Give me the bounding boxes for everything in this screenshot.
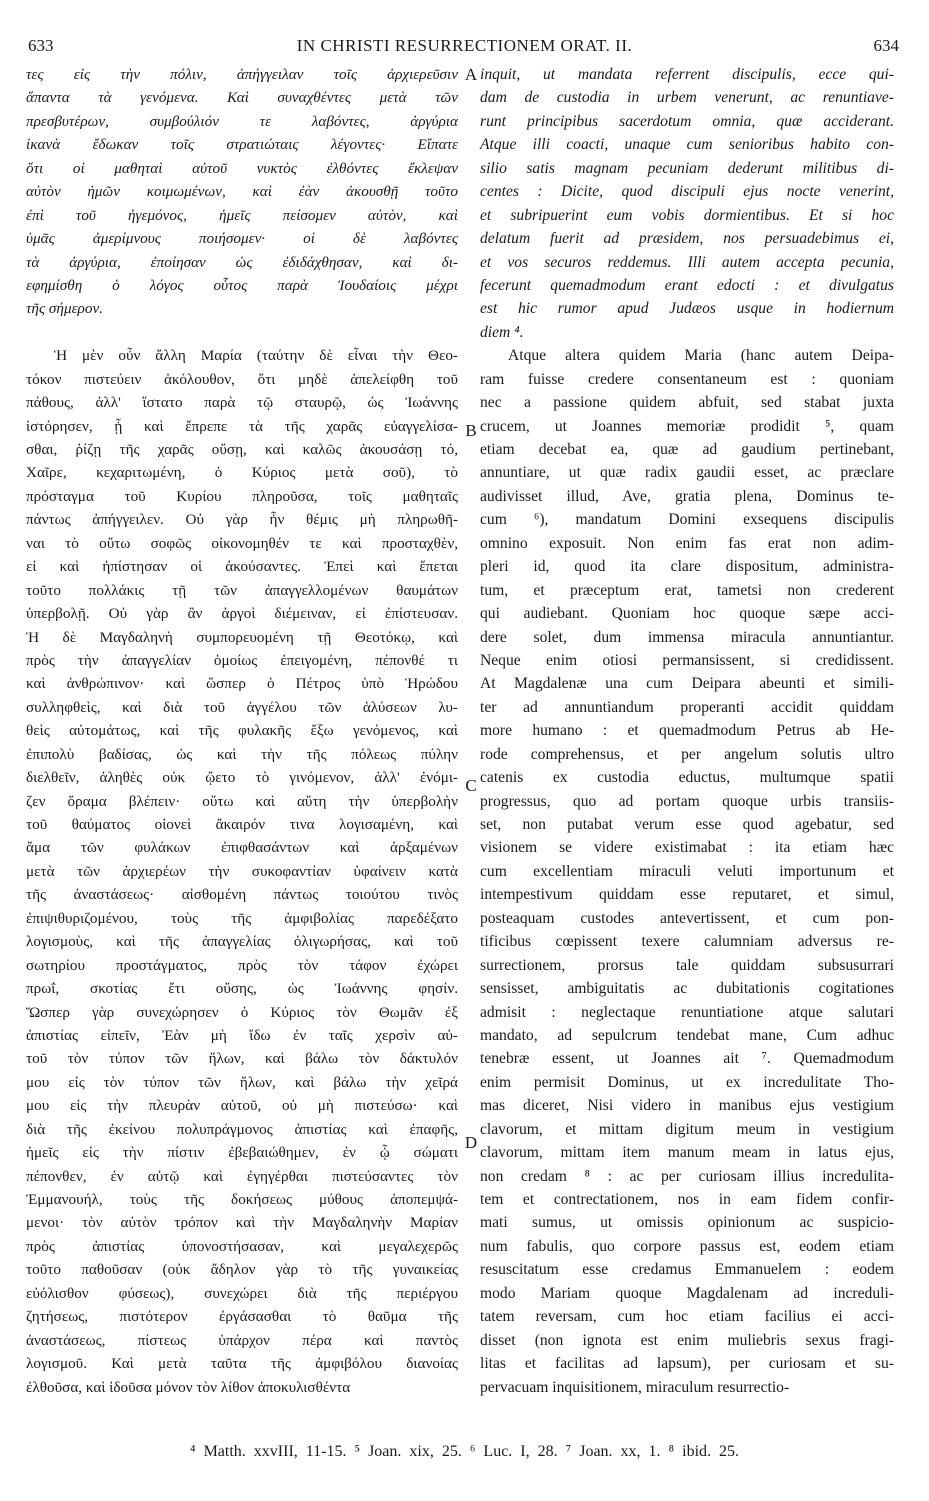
greek-text-line: ἀπιστίας εἰπεῖν, Ἐὰν μὴ ἴδω ἐν ταῖς χερσὶν αὐ- [26,1026,458,1044]
greek-text-line: τες εἰς τὴν πόλιν, ἀπήγγειλαν τοῖς ἀρχιερεῦσιν [26,66,458,83]
greek-text-line: Ἡ δὲ Μαγδαληνὴ συμπορευομένη τῇ Θεοτόκῳ, καὶ [26,628,458,646]
margin-letter-b: B [465,421,477,440]
greek-text-line: διὰ τῆς ἐκείνου πολυπράγμονος ἀπιστίας καὶ ἐπαφῆς, [26,1120,458,1138]
greek-text-line: ἱστόρησεν, ᾗ καὶ ἔπρεπε τὰ τῆς χαρᾶς εὐαγγελίσα- [26,417,458,435]
latin-text-line: disset (non ignota est enim muliebris sexus fragi- [480,1331,894,1349]
greek-text-line: σωτηρίου προστάγματος, πρὸς τὸν τάφον ἐχώρει [26,956,458,974]
latin-text-line: inquit, ut mandata referrent discipulis, ecce qui- [480,66,894,83]
greek-text-line: πρὸς ἀπιστίας ὑπονοστήσασαν, καὶ μεγαλεχερῶς [26,1237,458,1255]
latin-text-line: surrectionem, prorsus tale quiddam subsusurrari [480,956,894,974]
latin-text-line: dere solet, dum immensa miracula annuntiantur. [480,628,894,646]
latin-text-line: cum ⁶), mandatum Domini exsequens discipulis [480,511,894,529]
greek-text-line: Χαῖρε, κεχαριτωμένη, ὁ Κύριος μετὰ σοῦ), τὸ [26,464,458,482]
greek-text-line [26,321,458,344]
latin-text-line: more humano : et quemadmodum Petrus ab He- [480,722,894,740]
latin-text-line: ter ad annuntiandum properanti accidit quiddam [480,698,894,716]
latin-text-line: tem et contrectationem, nos in eam fidem confir- [480,1191,894,1208]
greek-text-line: θεὶς αὐτομάτως, καὶ τῆς φυλακῆς ἔξω γενόμενος, καὶ [26,722,458,740]
greek-text-line: τὰ ἀργύρια, ἐποίησαν ὡς ἐδιδάχθησαν, καὶ δι- [26,253,458,271]
latin-text-line: delatum fuerit ad præsidem, nos persuadebimus ei, [480,230,894,248]
latin-text-line: et vos securos reddemus. Illi autem accepta pecunia, [480,253,894,271]
latin-text-line: runt principibus sacerdotum omnia, quæ acciderant. [480,112,894,130]
latin-text-line: At Magdalenæ una cum Deipara abeunti et simili- [480,675,894,693]
greek-text-line: τοῦ τὸν τύπον τῶν ἥλων, καὶ βάλω τὸν δάκτυλόν [26,1050,458,1068]
greek-text-line: λογισμοῦ. Καὶ μετὰ ταῦτα τῆς ἀμφιβόλου διανοίας [26,1355,458,1373]
greek-text-line: εφημίσθη ὁ λόγος οὗτος παρὰ Ἰουδαίοις μέχρι [26,276,458,294]
latin-text-line: Atque illi coacti, unaque cum senioribus habito con- [480,136,894,154]
greek-text-line: ἐπιψιθυριζομένου, τοὺς τῆς ἀμφιβολίας παρεδέξατο [26,909,458,927]
greek-text-line: πρὸς τὴν ἀπαγγελίαν ὁμοίως ἐπειγομένη, πέπονθέ τι [26,651,458,669]
latin-text-line: cum excellentiam miraculi veluti importunum et [480,862,894,880]
greek-text-line: Ὥσπερ γὰρ συνεχώρησεν ὁ Κύριος τὸν Θωμᾶν ἐξ [26,1003,458,1021]
greek-text-line: ἐλθοῦσα, καὶ ἰδοῦσα μόνον τὸν λίθον ἀποκυλισθέντα [26,1378,351,1396]
latin-text-line: enim permisit Dominus, ut ex incredulitate Tho- [480,1073,894,1091]
latin-text-line: admisit : neglectaque renuntiatione atque salutari [480,1003,894,1021]
margin-letter-a: A [464,65,478,84]
latin-text-line: pervacuam inquisitionem, miraculum resurrectio- [480,1378,790,1396]
latin-text-line: centes : Dicite, quod discipuli ejus nocte venerint, [480,183,894,201]
latin-text-line: set, non putabat verum esse quod agebatur, sed [480,816,894,833]
latin-text-line: intempestivum quiddam esse reputaret, et simul, [480,886,894,904]
latin-text-line: silio satis magnam pecuniam dederunt militibus di- [480,159,894,177]
margin-letter-d: D [464,1133,478,1152]
greek-text-line: ζεν ὅραμα βλέπειν· οὕτω καὶ αὕτη τὴν ὑπερβολὴν [26,792,458,810]
latin-text-line: annuntiare, ut quæ radix gaudii esset, ac præclare [480,464,894,482]
greek-text-line: μενοι· τὸν αὐτὸν τρόπον καὶ τὴν Μαγδαληνὴν Μαρίαν [26,1214,458,1232]
latin-text-line: et subripuerint eum vobis dormientibus. Et si hoc [480,206,894,224]
running-title: IN CHRISTI RESURRECTIONEM ORAT. II. [296,36,633,55]
latin-text-line: pleri id, quod ita clare dispositum, administra- [480,558,894,576]
greek-text-line: ἱκανὰ ἔδωκαν τοῖς στρατιώταις λέγοντες· Εἴπατε [26,136,458,154]
greek-text-line: τῆς ἀναστάσεως· αἰσθομένη πάντως τοιούτου τινὸς [26,886,458,904]
greek-text-line: ὅτι οἱ μαθηταὶ αὐτοῦ νυκτὸς ἐλθόντες ἔκλεψαν [26,159,458,177]
greek-text-column [26,63,458,1399]
latin-text-line: tatem reversam, cum hoc etiam facilius ei acci- [480,1308,894,1326]
greek-text-line: ἅπαντα τὰ γενόμενα. Καὶ συναχθέντες μετὰ τῶν [26,89,458,107]
greek-text-line: μου εἰς τὴν πλευρὰν αὐτοῦ, οὐ μὴ πιστεύσω· καὶ [26,1097,458,1115]
latin-text-line: clavorum, mittam item manum meam in latus ejus, [480,1144,894,1162]
greek-text-line: τοῦτο πολλάκις τῇ τῶν ἀπαγγελλομένων θαυμάτων [26,581,458,599]
greek-text-line: μου εἰς τὸν τύπον τῶν ἥλων, καὶ βάλω τὴν χεῖρά [26,1073,458,1091]
latin-text-line: crucem, ut Joannes memoriæ prodidit ⁵, quam [480,417,894,435]
greek-text-line: ὑπερβολῇ. Οὐ γὰρ ἂν ἀργοὶ διέμειναν, εἰ ἐπίστευσαν. [26,605,458,623]
greek-text-line: ναι τὸ οὕτω σοφῶς οἰκονομηθέν τε καὶ προσταχθὲν, [26,534,458,552]
latin-text-line: qui audiebant. Quoniam hoc quoque sæpe acci- [480,605,894,623]
latin-text-line: modo Mariam quoque Magdalenam ad increduli- [480,1284,894,1302]
latin-text-line: visionem se videre existimabat : ita etiam hæc [480,839,894,857]
page-number-left: 633 [28,36,54,55]
greek-text-line: τοῦτο παθοῦσαν (οὐκ ἄδηλον γὰρ τὸ τῆς γυναικείας [26,1261,458,1279]
latin-text-line: est hic rumor apud Judæos usque in hodiernum [480,300,894,318]
latin-text-line: audivisset illud, Ave, gratia plena, Dominus te- [480,487,894,505]
latin-text-line: clavorum, et mittam digitum meum in vestigium [480,1120,894,1138]
latin-text-line: mandato, ad sepulcrum tendebat mane, Cum adhuc [480,1026,894,1044]
latin-text-line: non credam ⁸ : ac per curiosam illius incredulita- [480,1167,894,1185]
latin-text-line: posteaquam custodes antevertissent, et cum pon- [480,909,894,927]
greek-text-line: ἐπιπολὺ βαδίσας, ὡς καὶ τὴν τῆς πόλεως πύλην [26,745,458,763]
latin-text-line: litas et facilitas ad lapsum), per curiosam et su- [480,1355,894,1373]
greek-text-line: συλληφθεὶς, καὶ διὰ τοῦ ἀγγέλου τῶν ἁλύσεων λυ- [26,698,458,716]
greek-text-line: μετὰ τῶν ἀρχιερέων τὴν συκοφαντίαν ὑφαίνειν κατὰ [26,862,458,880]
latin-text-line: Neque enim otiosi permansissent, si credidissent. [480,651,894,669]
latin-text-column [480,63,894,1399]
page-number-right: 634 [873,36,899,55]
latin-text-line: ram fuisse credere consentaneum est : quoniam [480,370,894,388]
greek-text-line: διελθεῖν, ἀληθὲς οὐκ ᾤετο τὸ γινόμενον, ἀλλ' ἐνόμι- [26,769,458,787]
greek-text-line: σθαι, ῥίζῃ τῆς χαρᾶς οὔσῃ, καὶ καλῶς ἀκουσάσῃ τό, [26,441,458,458]
greek-text-line: ἀναστάσεως, πίστεως ὑπάρχον πέρα καὶ παντὸς [26,1331,458,1349]
latin-text-line: catenis ex custodia eductus, multumque spatii [480,769,894,787]
greek-text-line: τῆς σήμερον. [26,300,103,318]
greek-text-line: τόκον πιστεύειν ἀκόλουθον, ὅτι μηδὲ ἀπελείφθη τοῦ [26,370,458,388]
latin-text-line: etiam decebat ea, quæ ad gaudium pertinebant, [480,441,894,458]
latin-text-line: diem ⁴. [480,323,524,341]
greek-text-line: πρωΐ, σκοτίας ἔτι οὔσης, ὡς Ἰωάννης φησίν. [26,980,458,998]
margin-letter-c: C [465,776,477,795]
latin-text-line: resuscitatum esse credamus Emmanuelem : eodem [480,1261,894,1279]
latin-text-line: rode comprehensus, et per angelum solutis ultro [480,745,894,763]
latin-text-line: tum, et præceptum erat, tametsi non crederent [480,581,894,599]
latin-text-line: num fabulis, quo corpore passus est, eodem etiam [480,1237,894,1255]
greek-text-line: πάθους, ἀλλ' ἵστατο παρὰ τῷ σταυρῷ, ὡς Ἰωάννης [26,394,458,412]
greek-text-line: ἅμα τῶν φυλάκων ἐπιφθασάντων καὶ ἀρξαμένων [26,839,458,857]
latin-text-line: fecerunt quemadmodum erant edocti : et divulgatus [480,276,894,294]
latin-text-line: nec a passione quidem abfuit, sed stabat juxta [480,394,894,412]
latin-text-line: progressus, quo ad portam quoque urbis transiis- [480,792,894,810]
greek-text-line: πρεσβυτέρων, συμβούλιόν τε λαβόντες, ἀργύρια [26,112,458,130]
footnotes: ⁴ Matth. xxvIII, 11-15. ⁵ Joan. xix, 25. ⁶ Luc. I, 28. ⁷ Joan. xx, 1. ⁸ ibid. 25. [189,1443,740,1460]
greek-text-line: Ἡ μὲν οὖν ἄλλη Μαρία (ταύτην δὲ εἶναι τὴν Θεο- [54,347,458,365]
greek-text-line: ἐπὶ τοῦ ἡγεμόνος, ἡμεῖς πείσομεν αὐτὸν, καὶ [26,206,458,224]
latin-text-line: Atque altera quidem Maria (hanc autem Deipa- [508,347,894,365]
latin-text-line: omnino exposuit. Non enim fas erat non adim- [480,534,894,552]
greek-text-line: αὐτὸν ἡμῶν κοιμωμένων, καὶ ἐὰν ἀκουσθῇ τοῦτο [26,183,458,201]
greek-text-line: Ἐμμανουήλ, τοὺς τῆς δοκήσεως μύθους ἀποπεμψά- [26,1191,458,1208]
latin-text-line: sensisset, ambiguitatis ac dubitationis cogitationes [480,980,894,998]
greek-text-line: τοῦ θαύματος οἱονεὶ ἄκαιρόν τινα λογισαμένη, καὶ [26,816,458,833]
greek-text-line: ὑμᾶς ἀμερίμνους ποιήσομεν· οἱ δὲ λαβόντες [26,230,458,248]
greek-text-line: ζητήσεως, πιστότερον ἐργάσασθαι τὸ θαῦμα τῆς [26,1308,458,1326]
latin-text-line: dam de custodia in urbem venerunt, ac renuntiave- [480,89,894,107]
greek-text-line: λογισμοὺς, καὶ τῆς ἀπαγγελίας ὀλιγωρήσας, καὶ τοῦ [26,933,458,951]
latin-text-line: mati sumus, ut omissis opinionum ac suspicio- [480,1214,894,1232]
greek-text-line: εὐόλισθον φύσεως), συνεχώρει διὰ τῆς περιέργου [26,1284,458,1302]
greek-text-line: εἰ καὶ ἠπίστησαν οἱ ἀκούσαντες. Ἐπεὶ καὶ ἕπεται [26,558,458,576]
greek-text-line: ἡμεῖς εἰς τὴν πίστιν ἐβεβαιώθημεν, ἐν ᾧ σώματι [26,1144,458,1162]
latin-text-line: mas diceret, Nisi videro in manibus ejus vestigium [480,1097,894,1115]
greek-text-line: πρόσταγμα τοῦ Κυρίου πληροῦσα, τοῖς μαθηταῖς [26,487,458,505]
latin-text-line: tificibus cœpissent texere calumniam adversus re- [480,933,894,951]
greek-text-line: καὶ ἀνθρώπινον· καὶ ὥσπερ ὁ Πέτρος ὑπὸ Ἡρώδου [26,675,458,693]
greek-text-line: πέπονθεν, ἐν αὐτῷ καὶ ἐγηγέρθαι πιστεύσαντες τὸν [26,1167,458,1185]
latin-text-line: tenebræ essent, ut Joannes ait ⁷. Quemadmodum [480,1050,894,1068]
greek-text-line: πάντως ἀπήγγειλεν. Οὐ γὰρ ἦν θέμις μὴ πληρωθῆ- [26,511,458,529]
